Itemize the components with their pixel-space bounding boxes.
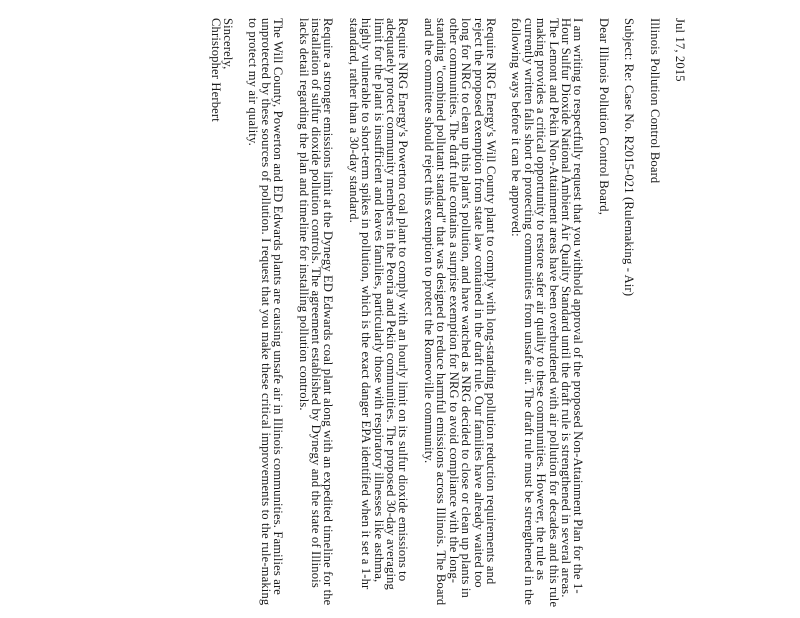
- recipient-line: Illinois Pollution Control Board: [647, 18, 662, 184]
- closing: Sincerely,: [221, 18, 236, 70]
- signer-name: Christopher Herbert: [208, 18, 223, 122]
- letter-body: [209, 18, 686, 613]
- paragraph-conclusion: The Will County, Powerton and ED Edwards plants are causing unsafe air in Illinois communities. Families are unprotected by these sources of pollution. I request that you make these critical improvements to the rule-making to protect my air quality.: [246, 18, 286, 606]
- paragraph-ed-edwards: Require a stronger emissions limit at the Dynegy ED Edwards coal plant along with an expedited timeline for the installation of sulfur dioxide pollution controls. The agreement established by Dynegy and the state of Illinois lacks detail regarding the plan and timeline for installing pollution controls.: [296, 18, 336, 606]
- paragraph-intro: I am writing to respectfully request that you withhold approval of the proposed Non-Attainment Plan for the 1-Hour Sulfur Dioxide National Ambient Air Quality Standard until the draft rule is strengthened in several areas. The Lemont and Pekin Non-Attainment areas have been overburdened with air pollution for decades and this rule making provides a critical opportunity to restore safer air quality to these communities. However, the rule as currently written falls short of protecting communities from unsafe air. The draft rule must be strengthened in the following ways before it can be approved:: [509, 18, 586, 608]
- paragraph-powerton: Require NRG Energy's Powerton coal plant to comply with an hourly limit on its sulfur dioxide emissions to adequately protect community members in the Peoria and Pekin communities. The proposed 30-day averaging limit for the plant is insufficient and leaves families, particularly those with respiratory illnesses like asthma, highly vulnerable to short-term spikes in pollution, which is the exact danger EPA identified when it set a 1-hr standard, rather than a 30-day standard.: [346, 18, 411, 590]
- salutation: Dear Illinois Pollution Control Board,: [596, 18, 611, 216]
- paragraph-will-county: Require NRG Energy's Will County plant to comply with long-standing pollution reduction requirements and reject the proposed exemption from state law contained in the draft rule. Our families have already waited too long for NRG to clean up this plant's pollution, and have watched as NRG decided to close or clean up plants in other communities. The draft rule contains a surprise exemption for NRG to avoid compliance with the long-standing "combined pollutant standard" that was designed to reduce harmful emissions across Illinois. The Board and the committee should reject this exemption to protect the Romeoville community.: [421, 18, 498, 606]
- letter-date: Jul 17, 2015: [673, 18, 687, 82]
- subject-line: Subject: Re: Case No. R2015-021 (Rulemaking - Air): [622, 18, 637, 297]
